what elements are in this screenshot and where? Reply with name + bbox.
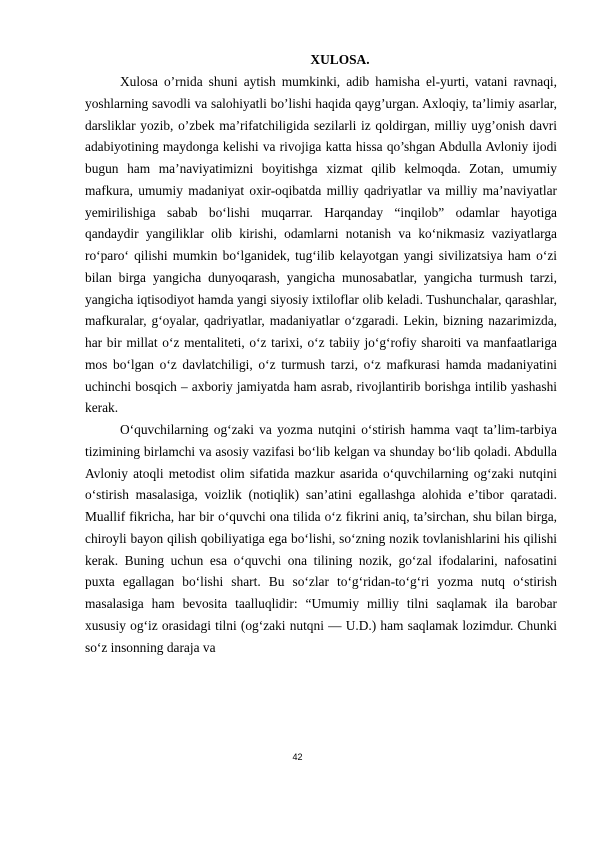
document-body: [85, 49, 557, 658]
paragraph-conclusion: Xulosa o’rnida shuni aytish mumkinki, adib hamisha el-yurti, vatani ravnaqi, yoshlarning savodli va salohiyatli bo’lishi haqida qayg’urgan. Axloqiy, ta’limiy asarlar, darsliklar yozib, o’zbek ma’rifatchiligida sezilarli iz qoldirgan, milliy uyg’onish davri adabiyotining maydonga kelishi va rivojiga katta hissa qo’shgan Abdulla Avloniy ijodi bugun ham ma’naviyatimizni boyitishga xizmat qilib kelmoqda. Zotan, umumiy mafkura, umumiy madaniyat oxir-oqibatda milliy qadriyatlar va milliy maʼnaviyatlar yemirilishiga sabab boʻlishi muqarrar. Harqanday “inqilob” odamlar hayotiga qandaydir yangiliklar olib kirishi, odamlarni notanish va koʻnikmasiz vaziyatlarga roʻparoʻ qilishi mumkin boʻlganidek, tugʻilib kelayotgan yangi sivilizatsiya ham oʻzi bilan birga yangicha dunyoqarash, yangicha munosabatlar, yangicha turmush tarzi, yangicha iqtisodiyot hamda yangi siyosiy ixtiloflar olib keladi. Tushunchalar, qarashlar, mafkuralar, gʻoyalar, qadriyatlar, madaniyatlar oʻzgaradi. Lekin, bizning nazarimizda, har bir millat oʻz mentaliteti, oʻz tarixi, oʻz tabiiy joʻgʻrofiy sharoiti va manfaatlariga mos boʻlgan oʻz davlatchiligi, oʻz turmush tarzi, oʻz mafkurasi hamda madaniyatini uchinchi bosqich – axboriy jamiyatda ham asrab, rivojlantirib borishga intilib yashashi kerak.: [85, 74, 557, 416]
page-number: 42: [292, 752, 303, 762]
paragraph-speech-development: O‘quvchilarning og‘zaki va yozma nutqini o‘stirish hamma vaqt ta’lim-tarbiya tizimining birlamchi va asosiy vazifasi bo‘lib kelgan va shunday bo‘lib qoladi. Abdulla Avloniy atoqli metodist olim sifatida mazkur asarida o‘quvchilarning og‘zaki nutqini o‘stirish masalasiga, voizlik (notiqlik) san’atini egallashga alohida e’tibor qaratadi. Muallif fikricha, har bir o‘quvchi ona tilida o‘z fikrini aniq, ta’sirchan, shu bilan birga, chiroyli bayon qilish qobiliyatiga ega bo‘lishi, so‘zning nozik tovlanishlarini his qilishi kerak. Buning uchun esa o‘quvchi ona tilining nozik, go‘zal ifodalarini, nafosatini puxta egallagan bo‘lishi shart. Bu so‘zlar to‘g‘ridan-to‘g‘ri yozma nutq o‘stirish masalasiga ham bevosita taalluqlidir: “Umumiy milliy tilni saqlamak ila barobar xususiy og‘iz orasidagi tilni (og‘zaki nutqni — U.D.) ham saqlamak lozimdur. Chunki so‘z insonning daraja va: [85, 422, 557, 655]
document-title: XULOSA.: [310, 52, 370, 67]
